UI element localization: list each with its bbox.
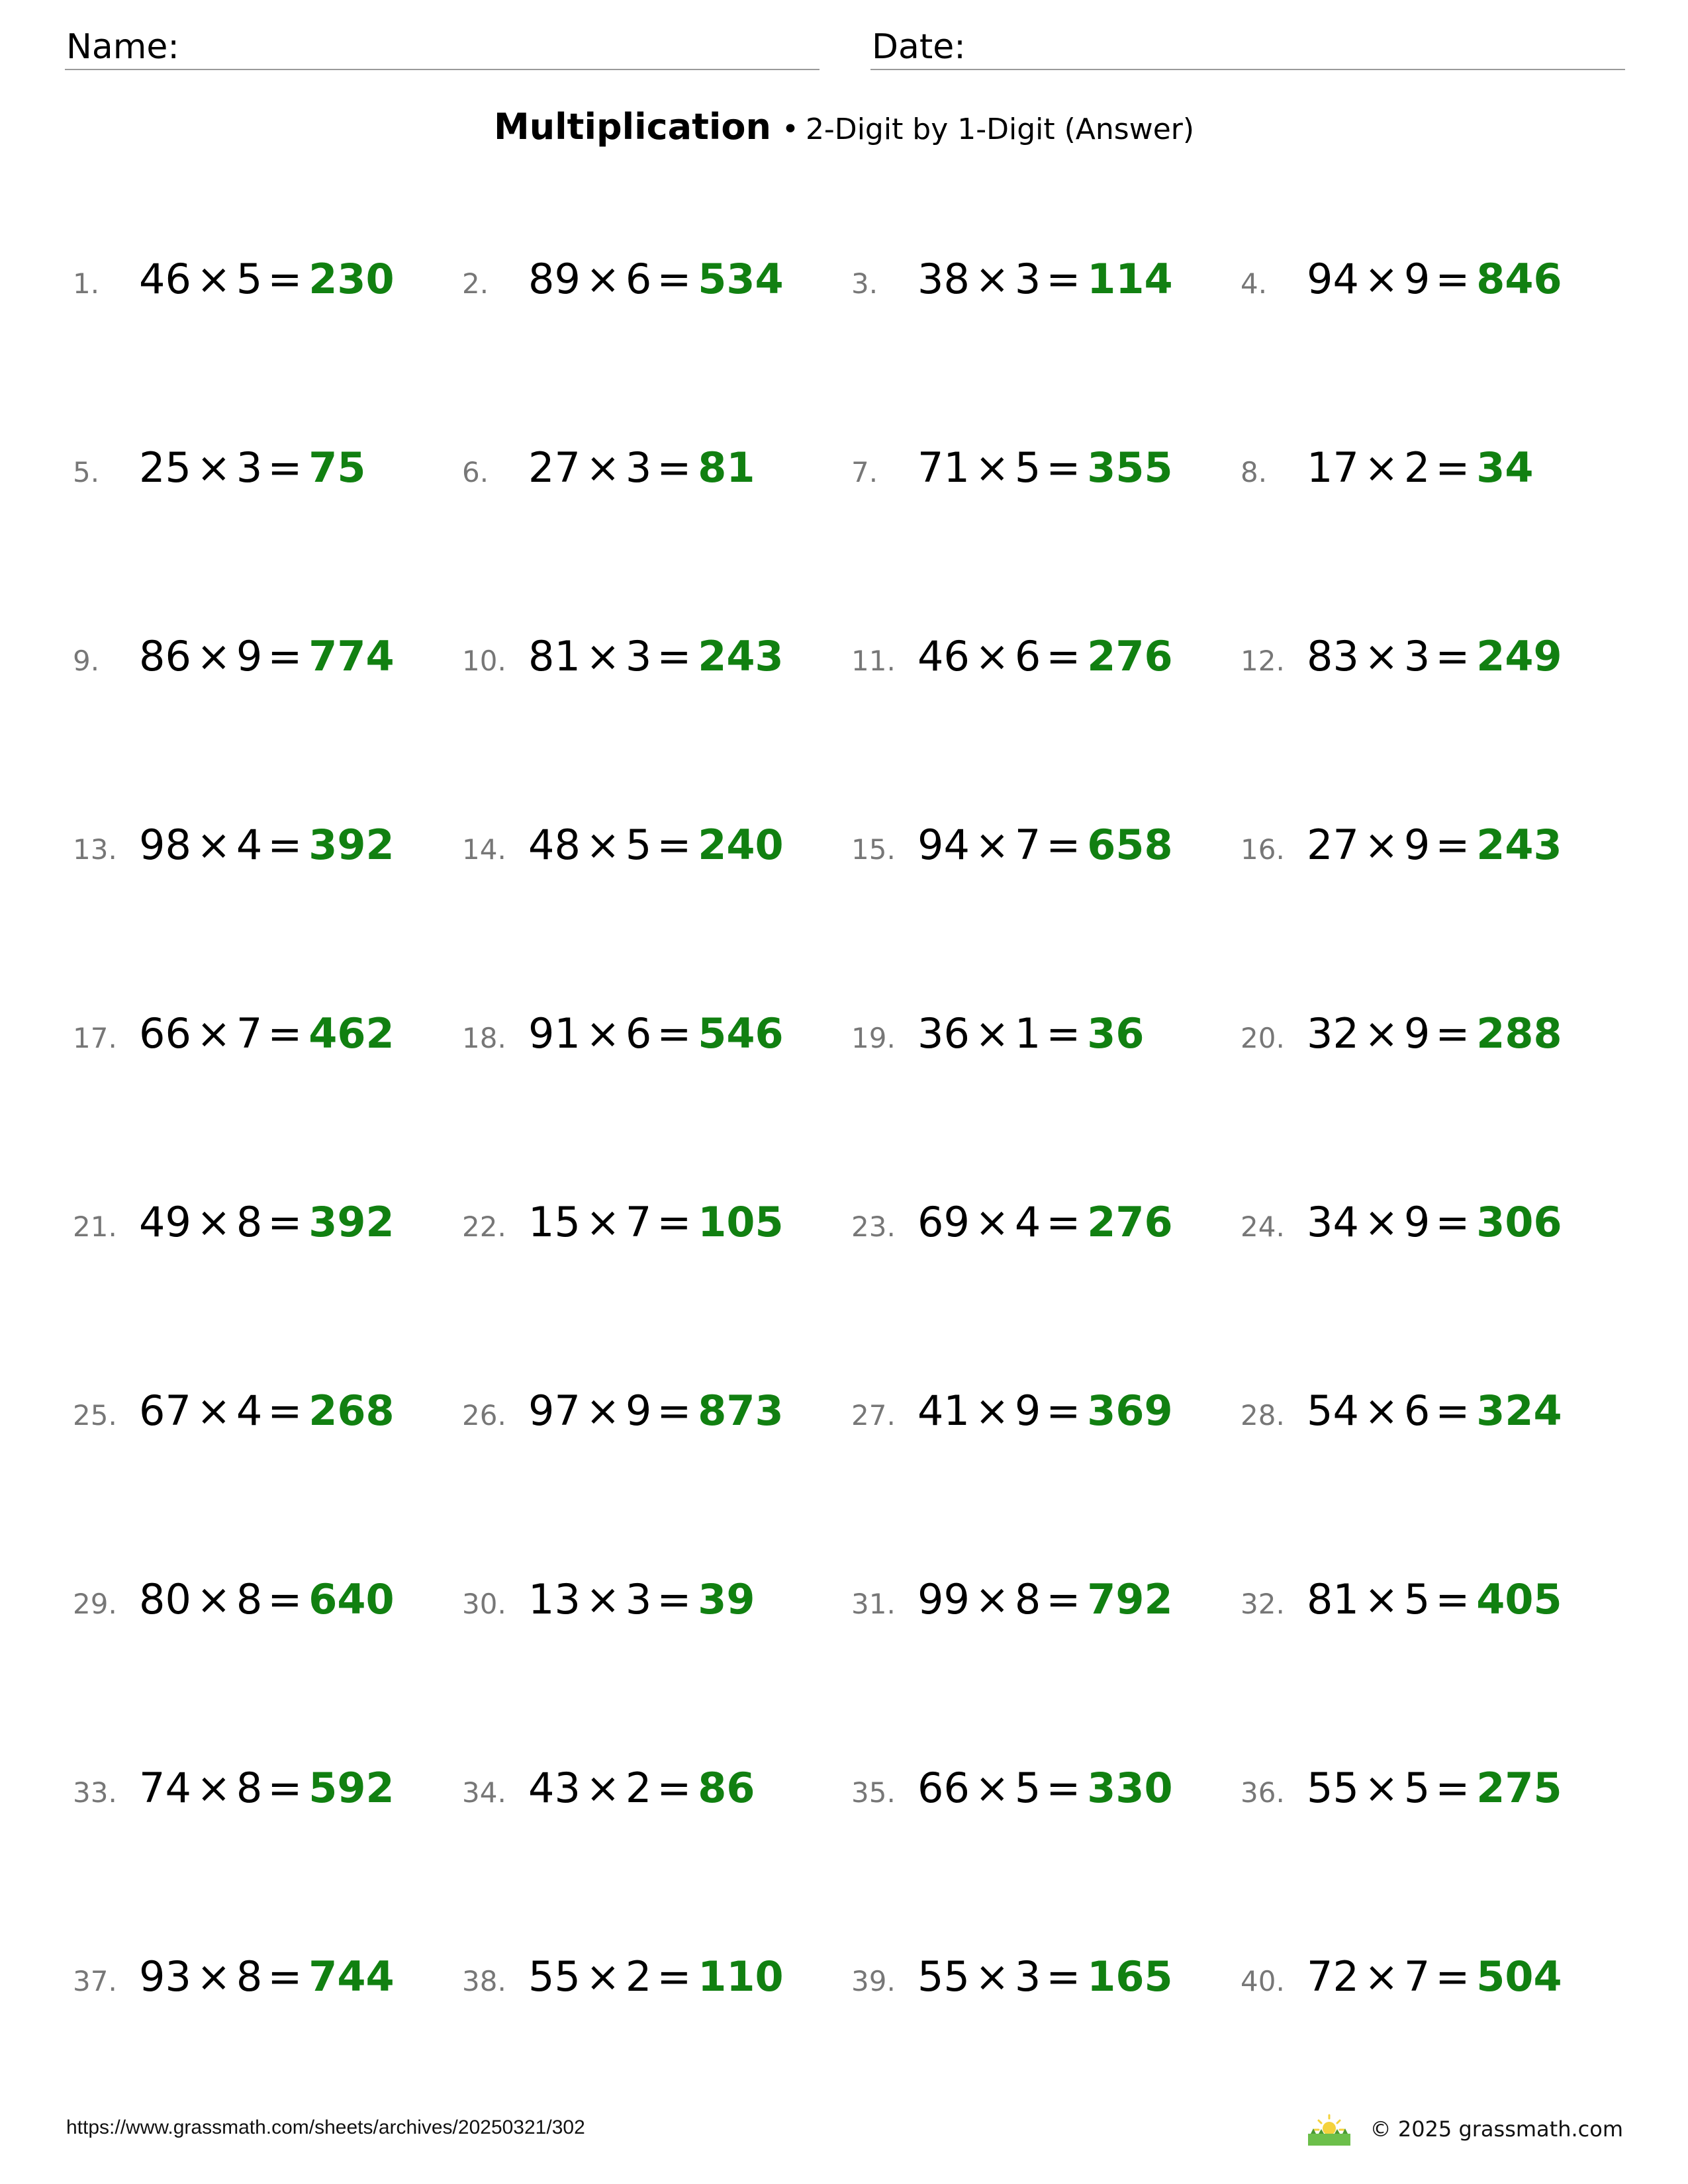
equals-sign: = — [1435, 255, 1470, 303]
equals-sign: = — [1435, 1764, 1470, 1812]
problem-item — [462, 632, 851, 706]
answer-value: 249 — [1476, 632, 1562, 680]
times-sign: × — [585, 1952, 620, 2001]
answer-value: 39 — [698, 1575, 755, 1623]
factor-b: 5 — [236, 255, 263, 303]
answer-value: 288 — [1476, 1009, 1562, 1058]
factor-a: 69 — [917, 1198, 970, 1246]
factor-a: 81 — [528, 632, 581, 680]
times-sign: × — [585, 1009, 620, 1058]
answer-value: 230 — [308, 255, 395, 303]
problem-item — [73, 1764, 462, 1838]
factor-b: 4 — [1014, 1198, 1041, 1246]
factor-b: 6 — [625, 1009, 652, 1058]
footer-branding — [1305, 2111, 1623, 2147]
equals-sign: = — [267, 632, 303, 680]
times-sign: × — [974, 1764, 1009, 1812]
problem-number: 39. — [851, 1965, 896, 1997]
answer-value: 846 — [1476, 255, 1562, 303]
equals-sign: = — [1046, 821, 1081, 869]
times-sign: × — [974, 443, 1009, 492]
answer-value: 75 — [308, 443, 366, 492]
problem-number: 14. — [462, 833, 506, 866]
factor-b: 3 — [625, 443, 652, 492]
times-sign: × — [1364, 1387, 1399, 1435]
answer-value: 243 — [1476, 821, 1562, 869]
problem-item — [73, 1575, 462, 1649]
factor-b: 6 — [1014, 632, 1041, 680]
times-sign: × — [585, 821, 620, 869]
answer-value: 330 — [1087, 1764, 1173, 1812]
times-sign: × — [1364, 1575, 1399, 1623]
factor-a: 55 — [528, 1952, 581, 2001]
factor-b: 5 — [625, 821, 652, 869]
factor-a: 86 — [139, 632, 191, 680]
answer-value: 268 — [308, 1387, 395, 1435]
factor-a: 66 — [139, 1009, 191, 1058]
answer-value: 86 — [698, 1764, 755, 1812]
times-sign: × — [585, 255, 620, 303]
equals-sign: = — [657, 1764, 692, 1812]
equals-sign: = — [1435, 1198, 1470, 1246]
factor-a: 74 — [139, 1764, 191, 1812]
times-sign: × — [974, 1198, 1009, 1246]
problem-item — [73, 1952, 462, 2026]
times-sign: × — [196, 1764, 231, 1812]
equals-sign: = — [657, 821, 692, 869]
problem-number: 2. — [462, 267, 489, 300]
factor-b: 4 — [236, 1387, 263, 1435]
equals-sign: = — [1435, 1952, 1470, 2001]
factor-a: 13 — [528, 1575, 581, 1623]
title-subtitle: 2-Digit by 1-Digit (Answer) — [805, 113, 1195, 146]
equals-sign: = — [267, 1952, 303, 2001]
answer-value: 504 — [1476, 1952, 1562, 2001]
times-sign: × — [585, 443, 620, 492]
answer-value: 658 — [1087, 821, 1173, 869]
times-sign: × — [1364, 1952, 1399, 2001]
problem-number: 19. — [851, 1022, 896, 1054]
times-sign: × — [585, 1387, 620, 1435]
problem-item — [462, 1387, 851, 1461]
name-field[interactable] — [65, 25, 820, 70]
answer-value: 114 — [1087, 255, 1173, 303]
problem-item — [851, 1198, 1241, 1272]
problem-item — [462, 821, 851, 895]
times-sign: × — [196, 1009, 231, 1058]
answer-value: 165 — [1087, 1952, 1173, 2001]
factor-a: 91 — [528, 1009, 581, 1058]
factor-a: 71 — [917, 443, 970, 492]
problem-number: 25. — [73, 1399, 117, 1432]
equals-sign: = — [1435, 1575, 1470, 1623]
times-sign: × — [196, 632, 231, 680]
problem-item — [851, 1009, 1241, 1083]
problem-number: 12. — [1241, 645, 1285, 677]
factor-b: 3 — [1014, 1952, 1041, 2001]
answer-value: 243 — [698, 632, 784, 680]
factor-b: 9 — [1403, 255, 1430, 303]
problem-item — [1241, 443, 1628, 518]
factor-b: 7 — [1403, 1952, 1430, 2001]
equals-sign: = — [657, 1952, 692, 2001]
factor-a: 46 — [139, 255, 191, 303]
problem-number: 3. — [851, 267, 878, 300]
problem-item — [851, 443, 1241, 518]
times-sign: × — [585, 632, 620, 680]
times-sign: × — [974, 1009, 1009, 1058]
footer-url: https://www.grassmath.com/sheets/archives/20250321/302 — [66, 2116, 585, 2138]
times-sign: × — [196, 1952, 231, 2001]
problem-number: 11. — [851, 645, 896, 677]
problem-grid — [73, 255, 1628, 2148]
problem-number: 21. — [73, 1210, 117, 1243]
problem-number: 4. — [1241, 267, 1268, 300]
problem-number: 27. — [851, 1399, 896, 1432]
factor-b: 3 — [625, 1575, 652, 1623]
problem-number: 24. — [1241, 1210, 1285, 1243]
times-sign: × — [585, 1764, 620, 1812]
times-sign: × — [974, 821, 1009, 869]
answer-value: 405 — [1476, 1575, 1562, 1623]
problem-item — [1241, 1198, 1628, 1272]
problem-number: 29. — [73, 1588, 117, 1620]
times-sign: × — [196, 255, 231, 303]
factor-a: 27 — [528, 443, 581, 492]
times-sign: × — [196, 1387, 231, 1435]
factor-b: 8 — [236, 1198, 263, 1246]
problem-number: 34. — [462, 1776, 506, 1809]
answer-value: 276 — [1087, 632, 1173, 680]
equals-sign: = — [267, 1009, 303, 1058]
equals-sign: = — [267, 1575, 303, 1623]
equals-sign: = — [267, 821, 303, 869]
problem-item — [462, 443, 851, 518]
equals-sign: = — [1046, 632, 1081, 680]
answer-value: 275 — [1476, 1764, 1562, 1812]
factor-a: 80 — [139, 1575, 191, 1623]
grass-sun-logo-icon — [1305, 2111, 1353, 2147]
problem-item — [851, 632, 1241, 706]
times-sign: × — [974, 1387, 1009, 1435]
factor-a: 67 — [139, 1387, 191, 1435]
factor-b: 8 — [236, 1764, 263, 1812]
problem-item — [1241, 821, 1628, 895]
problem-number: 7. — [851, 456, 878, 488]
factor-b: 9 — [1014, 1387, 1041, 1435]
problem-item — [851, 1387, 1241, 1461]
factor-b: 6 — [625, 255, 652, 303]
factor-b: 6 — [1403, 1387, 1430, 1435]
times-sign: × — [974, 632, 1009, 680]
factor-b: 8 — [236, 1952, 263, 2001]
answer-value: 873 — [698, 1387, 784, 1435]
times-sign: × — [1364, 1198, 1399, 1246]
equals-sign: = — [1046, 1764, 1081, 1812]
answer-value: 774 — [308, 632, 395, 680]
problem-number: 40. — [1241, 1965, 1285, 1997]
answer-value: 306 — [1476, 1198, 1562, 1246]
factor-b: 4 — [236, 821, 263, 869]
answer-value: 744 — [308, 1952, 395, 2001]
problem-number: 10. — [462, 645, 506, 677]
equals-sign: = — [657, 1198, 692, 1246]
problem-number: 5. — [73, 456, 100, 488]
factor-a: 41 — [917, 1387, 970, 1435]
problem-item — [1241, 1387, 1628, 1461]
problem-item — [462, 1764, 851, 1838]
factor-a: 27 — [1307, 821, 1359, 869]
name-label: Name: — [66, 27, 179, 67]
times-sign: × — [974, 1575, 1009, 1623]
times-sign: × — [196, 443, 231, 492]
problem-number: 28. — [1241, 1399, 1285, 1432]
answer-value: 276 — [1087, 1198, 1173, 1246]
times-sign: × — [196, 821, 231, 869]
factor-b: 5 — [1403, 1575, 1430, 1623]
factor-a: 55 — [1307, 1764, 1359, 1812]
answer-value: 592 — [308, 1764, 395, 1812]
answer-value: 81 — [698, 443, 755, 492]
factor-a: 36 — [917, 1009, 970, 1058]
problem-item — [851, 821, 1241, 895]
footer-copyright: © 2025 grassmath.com — [1370, 2116, 1623, 2142]
factor-b: 3 — [625, 632, 652, 680]
equals-sign: = — [267, 255, 303, 303]
factor-a: 83 — [1307, 632, 1359, 680]
problem-number: 17. — [73, 1022, 117, 1054]
equals-sign: = — [1435, 1009, 1470, 1058]
problem-number: 20. — [1241, 1022, 1285, 1054]
problem-number: 37. — [73, 1965, 117, 1997]
factor-a: 34 — [1307, 1198, 1359, 1246]
times-sign: × — [1364, 821, 1399, 869]
problem-number: 36. — [1241, 1776, 1285, 1809]
date-label: Date: — [872, 27, 966, 67]
date-field[interactable] — [870, 25, 1625, 70]
problem-item — [851, 1575, 1241, 1649]
times-sign: × — [196, 1575, 231, 1623]
answer-value: 105 — [698, 1198, 784, 1246]
answer-value: 369 — [1087, 1387, 1173, 1435]
factor-a: 17 — [1307, 443, 1359, 492]
problem-number: 30. — [462, 1588, 506, 1620]
problem-item — [1241, 1009, 1628, 1083]
factor-a: 99 — [917, 1575, 970, 1623]
factor-a: 46 — [917, 632, 970, 680]
factor-b: 5 — [1403, 1764, 1430, 1812]
answer-value: 240 — [698, 821, 784, 869]
problem-item — [73, 1198, 462, 1272]
problem-number: 22. — [462, 1210, 506, 1243]
equals-sign: = — [657, 1575, 692, 1623]
problem-number: 38. — [462, 1965, 506, 1997]
factor-a: 98 — [139, 821, 191, 869]
factor-a: 94 — [917, 821, 970, 869]
problem-item — [73, 255, 462, 329]
factor-a: 93 — [139, 1952, 191, 2001]
equals-sign: = — [657, 255, 692, 303]
equals-sign: = — [267, 1387, 303, 1435]
times-sign: × — [585, 1198, 620, 1246]
equals-sign: = — [1046, 255, 1081, 303]
problem-number: 26. — [462, 1399, 506, 1432]
problem-number: 16. — [1241, 833, 1285, 866]
factor-b: 9 — [1403, 821, 1430, 869]
factor-a: 32 — [1307, 1009, 1359, 1058]
title-main: Multiplication — [493, 106, 771, 148]
factor-b: 2 — [625, 1764, 652, 1812]
factor-a: 72 — [1307, 1952, 1359, 2001]
times-sign: × — [1364, 1764, 1399, 1812]
factor-a: 15 — [528, 1198, 581, 1246]
problem-item — [1241, 1575, 1628, 1649]
factor-b: 9 — [1403, 1198, 1430, 1246]
problem-item — [73, 1387, 462, 1461]
equals-sign: = — [657, 443, 692, 492]
problem-number: 18. — [462, 1022, 506, 1054]
equals-sign: = — [267, 1764, 303, 1812]
answer-value: 546 — [698, 1009, 784, 1058]
factor-b: 5 — [1014, 443, 1041, 492]
factor-b: 3 — [236, 443, 263, 492]
problem-item — [1241, 1952, 1628, 2026]
factor-a: 43 — [528, 1764, 581, 1812]
answer-value: 462 — [308, 1009, 395, 1058]
factor-b: 9 — [1403, 1009, 1430, 1058]
times-sign: × — [974, 1952, 1009, 2001]
factor-b: 8 — [1014, 1575, 1041, 1623]
problem-number: 32. — [1241, 1588, 1285, 1620]
problem-item — [1241, 632, 1628, 706]
equals-sign: = — [267, 1198, 303, 1246]
times-sign: × — [1364, 443, 1399, 492]
factor-a: 25 — [139, 443, 191, 492]
problem-item — [462, 1009, 851, 1083]
answer-value: 110 — [698, 1952, 784, 2001]
equals-sign: = — [1046, 443, 1081, 492]
equals-sign: = — [1435, 821, 1470, 869]
problem-number: 1. — [73, 267, 100, 300]
equals-sign: = — [1046, 1575, 1081, 1623]
factor-a: 38 — [917, 255, 970, 303]
answer-value: 355 — [1087, 443, 1173, 492]
answer-value: 36 — [1087, 1009, 1145, 1058]
factor-b: 3 — [1014, 255, 1041, 303]
answer-value: 34 — [1476, 443, 1534, 492]
factor-b: 2 — [625, 1952, 652, 2001]
problem-number: 31. — [851, 1588, 896, 1620]
factor-b: 5 — [1014, 1764, 1041, 1812]
problem-item — [462, 1575, 851, 1649]
factor-a: 55 — [917, 1952, 970, 2001]
factor-a: 97 — [528, 1387, 581, 1435]
problem-item — [462, 1198, 851, 1272]
times-sign: × — [1364, 1009, 1399, 1058]
factor-a: 48 — [528, 821, 581, 869]
problem-item — [462, 1952, 851, 2026]
answer-value: 324 — [1476, 1387, 1562, 1435]
equals-sign: = — [267, 443, 303, 492]
factor-b: 7 — [1014, 821, 1041, 869]
problem-item — [851, 1952, 1241, 2026]
factor-b: 8 — [236, 1575, 263, 1623]
problem-number: 13. — [73, 833, 117, 866]
problem-item — [73, 1009, 462, 1083]
problem-number: 15. — [851, 833, 896, 866]
equals-sign: = — [657, 1387, 692, 1435]
factor-a: 54 — [1307, 1387, 1359, 1435]
factor-b: 1 — [1014, 1009, 1041, 1058]
answer-value: 792 — [1087, 1575, 1173, 1623]
factor-a: 81 — [1307, 1575, 1359, 1623]
times-sign: × — [585, 1575, 620, 1623]
times-sign: × — [196, 1198, 231, 1246]
problem-item — [851, 1764, 1241, 1838]
factor-a: 49 — [139, 1198, 191, 1246]
equals-sign: = — [1435, 1387, 1470, 1435]
factor-b: 7 — [236, 1009, 263, 1058]
answer-value: 534 — [698, 255, 784, 303]
equals-sign: = — [1435, 443, 1470, 492]
problem-number: 33. — [73, 1776, 117, 1809]
problem-item — [1241, 1764, 1628, 1838]
factor-b: 9 — [625, 1387, 652, 1435]
equals-sign: = — [1435, 632, 1470, 680]
factor-a: 89 — [528, 255, 581, 303]
equals-sign: = — [1046, 1952, 1081, 2001]
page-title — [0, 106, 1688, 148]
answer-value: 392 — [308, 821, 395, 869]
problem-item — [73, 632, 462, 706]
factor-b: 7 — [625, 1198, 652, 1246]
factor-a: 66 — [917, 1764, 970, 1812]
times-sign: × — [1364, 255, 1399, 303]
problem-number: 35. — [851, 1776, 896, 1809]
equals-sign: = — [657, 632, 692, 680]
equals-sign: = — [657, 1009, 692, 1058]
answer-value: 640 — [308, 1575, 395, 1623]
equals-sign: = — [1046, 1009, 1081, 1058]
equals-sign: = — [1046, 1387, 1081, 1435]
problem-item — [73, 821, 462, 895]
answer-value: 392 — [308, 1198, 395, 1246]
title-bullet: • — [781, 113, 799, 146]
problem-number: 6. — [462, 456, 489, 488]
problem-number: 23. — [851, 1210, 896, 1243]
times-sign: × — [974, 255, 1009, 303]
problem-number: 9. — [73, 645, 100, 677]
problem-item — [73, 443, 462, 518]
factor-b: 2 — [1403, 443, 1430, 492]
problem-item — [462, 255, 851, 329]
times-sign: × — [1364, 632, 1399, 680]
problem-item — [1241, 255, 1628, 329]
factor-b: 9 — [236, 632, 263, 680]
equals-sign: = — [1046, 1198, 1081, 1246]
factor-a: 94 — [1307, 255, 1359, 303]
factor-b: 3 — [1403, 632, 1430, 680]
problem-number: 8. — [1241, 456, 1268, 488]
problem-item — [851, 255, 1241, 329]
